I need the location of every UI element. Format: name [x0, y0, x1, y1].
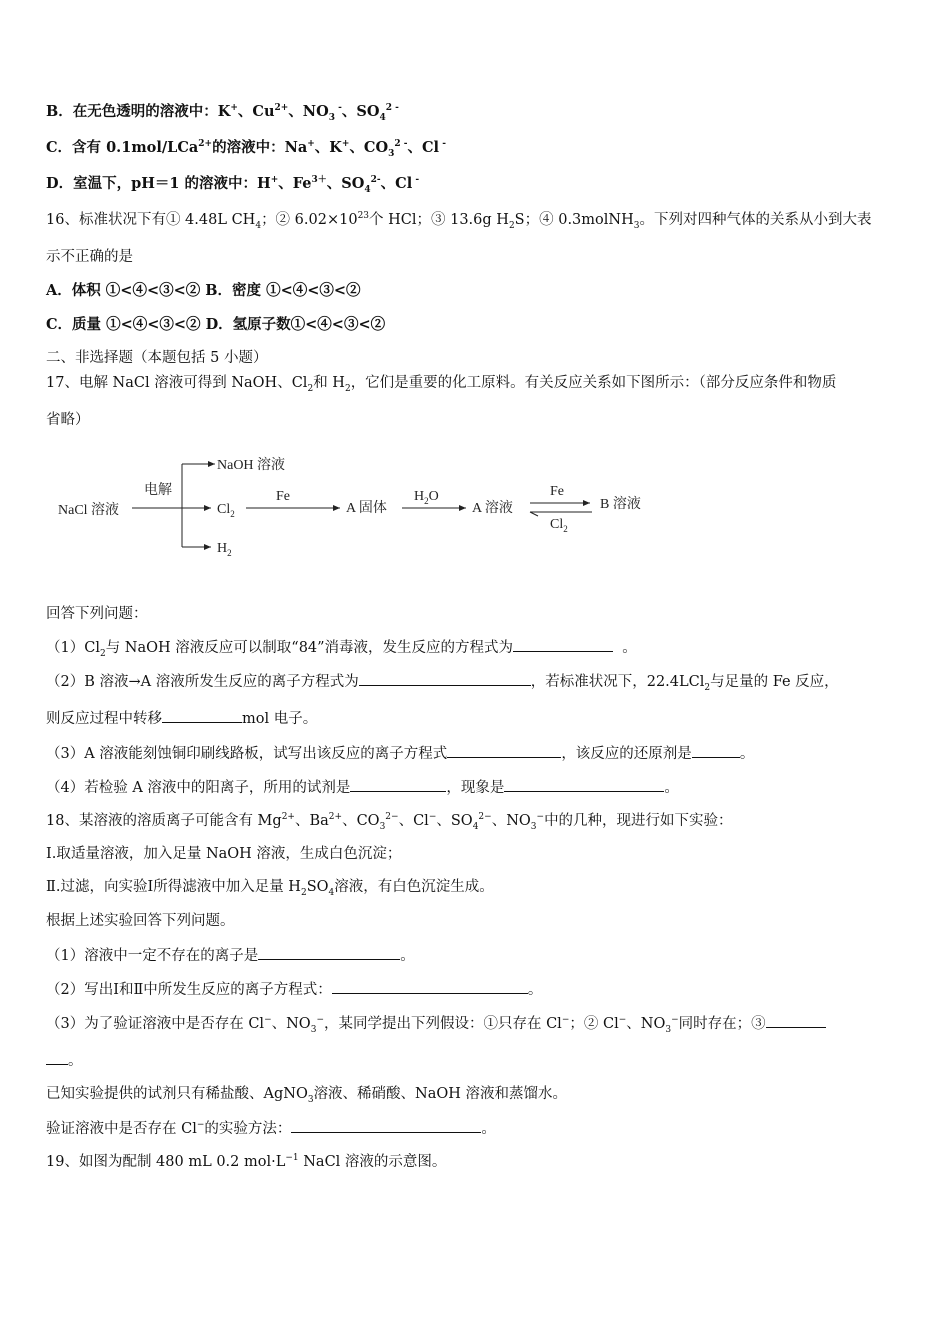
text: ，它们是重要的化工原料。有关反应关系如下图所示：（部分反应条件和物质 [350, 375, 837, 391]
text: （3）A 溶液能刻蚀铜印刷线路板，试写出该反应的离子方程式 [46, 746, 448, 762]
sup: 2+ [198, 139, 213, 150]
answer-blank[interactable] [504, 777, 664, 792]
text: 、SO [341, 103, 380, 120]
text: 、NO [626, 1016, 666, 1032]
sup: + [230, 103, 238, 114]
text: 、Cl [380, 175, 413, 192]
arrow-to-a-head [530, 512, 538, 516]
text: 验证溶液中是否存在 Cl [46, 1121, 197, 1137]
answer-blank[interactable] [692, 743, 740, 758]
sup: − [618, 1015, 627, 1026]
text: 的实验方法： [204, 1121, 292, 1137]
text: 个 HCl；③ 13.6g H [369, 212, 509, 228]
text: 、CO [349, 139, 389, 156]
answer-blank[interactable] [447, 743, 561, 758]
q17-part3 [46, 743, 754, 764]
option-d [46, 174, 419, 194]
text: 、Fe [278, 175, 312, 192]
q18-part3-cont [46, 1050, 83, 1071]
text: （3）为了验证溶液中是否存在 Cl [46, 1016, 265, 1032]
text: D．室温下，pH＝1 的溶液中：H [46, 175, 271, 192]
text: 和 H [313, 375, 345, 391]
q18-part1 [46, 945, 415, 966]
text: （1）溶液中一定不存在的离子是 [46, 948, 259, 964]
h2o-label: $H_2O$ [414, 489, 439, 506]
electrolysis-label: 电解 [144, 483, 172, 498]
sup: 23 [357, 211, 370, 222]
sub: 3 [328, 112, 335, 123]
text: （2）B 溶液→A 溶液所发生反应的离子方程式为 [46, 674, 359, 690]
text: ；② 6.02×10 [261, 212, 358, 228]
sup: − [196, 1120, 205, 1131]
sup: −1 [285, 1153, 299, 1164]
nacl-label: NaCl 溶液 [58, 503, 120, 518]
text: 。 [481, 1121, 496, 1137]
sub: 2 [99, 648, 106, 659]
experiment-1: Ⅰ.取适量溶液，加入足量 NaOH 溶液，生成白色沉淀； [46, 846, 402, 862]
sup: − [428, 812, 437, 823]
text: 、K [314, 139, 342, 156]
q17-part2-cont [46, 708, 317, 729]
experiment-2 [46, 877, 494, 897]
b-solution-label: B 溶液 [600, 497, 641, 512]
text: 同时存在；③ [678, 1016, 766, 1032]
text: ，若标准状况下，22.4LCl [530, 674, 705, 690]
q18-part2 [46, 979, 542, 1000]
text: 溶液、稀硝酸、NaOH 溶液和蒸馏水。 [313, 1086, 568, 1102]
answer-heading: 回答下列问题： [46, 606, 148, 622]
text: NaCl 溶液的示意图。 [298, 1154, 447, 1170]
sub: 2 [344, 383, 351, 394]
sub: 2 [300, 887, 307, 898]
text: 18、某溶液的溶质离子可能含有 Mg [46, 813, 282, 829]
text: 、SO [436, 813, 473, 829]
q16-options-ab: A．体积 ①<④<③<② B．密度 ①<④<③<② [46, 282, 361, 299]
q16-stem-cont: 示不正确的是 [46, 249, 133, 265]
text: 溶液，有白色沉淀生成。 [334, 879, 494, 895]
text: ，某同学提出下列假设：①只存在 Cl [323, 1016, 562, 1032]
text: mol 电子。 [242, 711, 318, 727]
sup: 2+ [328, 812, 343, 823]
answer-blank[interactable] [513, 637, 613, 652]
text: 则反应过程中转移 [46, 711, 162, 727]
sub: 4 [328, 887, 335, 898]
sup: - [334, 103, 342, 114]
sub: 4 [364, 184, 371, 195]
text: 的溶液中：Na [212, 139, 308, 156]
sup: 2- [370, 175, 381, 186]
sub: 3 [307, 1094, 314, 1105]
text: 与足量的 Fe 反应， [710, 674, 839, 690]
text: 、SO [326, 175, 365, 192]
sup: 2+ [274, 103, 289, 114]
a-solid-label: A 固体 [346, 501, 387, 516]
text: 。 [400, 948, 415, 964]
q16-options-cd: C．质量 ①<④<③<② D．氢原子数①<④<③<② [46, 316, 386, 333]
q16-stem [46, 210, 871, 230]
text: 与 NaOH 溶液反应可以制取“84”消毒液，发生反应的方程式为 [105, 640, 514, 656]
sub: 3 [379, 821, 386, 832]
text: ，该反应的还原剂是 [561, 746, 692, 762]
text: （4）若检验 A 溶液中的阳离子，所用的试剂是 [46, 780, 351, 796]
reagents-note [46, 1084, 567, 1104]
sub: 4 [472, 821, 479, 832]
text: ；② Cl [569, 1016, 619, 1032]
text: 19、如图为配制 480 mL 0.2 mol·L [46, 1154, 286, 1170]
text: 、NO [288, 103, 329, 120]
text: 。 [527, 982, 543, 998]
answer-blank[interactable] [766, 1013, 826, 1028]
sub: 3 [388, 148, 395, 159]
text: （2）写出Ⅰ和Ⅱ中所发生反应的离子方程式： [46, 982, 332, 998]
fe-label: Fe [276, 489, 290, 504]
text: 、NO [491, 813, 531, 829]
sub: 2 [704, 682, 711, 693]
fe2-label: Fe [550, 484, 564, 499]
sup: 2− [385, 812, 399, 823]
sup: − [671, 1015, 679, 1026]
text: （1）Cl [46, 640, 100, 656]
text: 已知实验提供的试剂只有稀盐酸、AgNO [46, 1086, 308, 1102]
sub: 2 [307, 383, 314, 394]
sup: + [307, 139, 315, 150]
answer-blank[interactable] [332, 979, 528, 994]
text: Ⅱ.过滤，向实验Ⅰ所得滤液中加入足量 H [46, 879, 301, 895]
sub: 4 [255, 220, 262, 231]
text: 。 [68, 1053, 83, 1069]
reaction-diagram [50, 448, 670, 563]
q19-stem [46, 1152, 446, 1172]
text: 、NO [271, 1016, 311, 1032]
sup: 3＋ [311, 175, 327, 186]
sup: 2 - [394, 139, 408, 150]
verify-method [46, 1118, 496, 1139]
text: ，现象是 [446, 780, 505, 796]
sub: 3 [665, 1024, 672, 1035]
text: 、Ba [294, 813, 329, 829]
q18-prompt: 根据上述实验回答下列问题。 [46, 913, 235, 929]
answer-blank[interactable] [46, 1050, 68, 1065]
sup: - [412, 175, 420, 186]
sup: 2+ [281, 812, 295, 823]
text: C．含有 0.1mol/LCa [46, 139, 199, 156]
sub: 3 [310, 1024, 317, 1035]
q17-stem [46, 373, 836, 393]
cl2b-label: $Cl_2$ [550, 517, 568, 534]
text: 。 [622, 640, 637, 656]
text: 中的几种，现进行如下实验： [544, 813, 733, 829]
text: 、Cl [398, 813, 429, 829]
sup: − [536, 812, 545, 823]
answer-blank[interactable] [162, 708, 242, 723]
sup: − [316, 1015, 324, 1026]
text: S；④ 0.3molNH [514, 212, 634, 228]
text: SO [306, 879, 329, 895]
option-b [46, 102, 399, 122]
sup: − [561, 1015, 570, 1026]
sub: 2 [508, 220, 515, 231]
sup: 2 - [385, 103, 399, 114]
text: 、Cl [407, 139, 440, 156]
cl2-label: $Cl_2$ [217, 502, 235, 519]
text: 、CO [342, 813, 380, 829]
sup: - [439, 139, 446, 150]
section-heading: 二、非选择题（本题包括 5 小题） [46, 350, 268, 366]
naoh-label: NaOH 溶液 [217, 458, 286, 473]
answer-blank[interactable] [359, 671, 531, 686]
text: 、Cu [237, 103, 275, 120]
sub: 4 [379, 112, 386, 123]
sup: + [270, 175, 279, 186]
q17-stem-cont: 省略） [46, 412, 90, 428]
q17-part4 [46, 777, 679, 798]
text: 。下列对四种气体的关系从小到大表 [639, 212, 872, 228]
sup: + [341, 139, 350, 150]
q18-stem [46, 811, 733, 831]
text: B．在无色透明的溶液中：K [46, 103, 231, 120]
sup: − [264, 1015, 272, 1026]
text: 17、电解 NaCl 溶液可得到 NaOH、Cl [46, 375, 308, 391]
answer-blank[interactable] [258, 945, 400, 960]
answer-blank[interactable] [350, 777, 446, 792]
text: 16、标准状况下有① 4.48L CH [46, 212, 256, 228]
q17-part1 [46, 637, 637, 658]
sup: 2− [478, 812, 492, 823]
option-c [46, 138, 446, 158]
sub: 3 [530, 821, 537, 832]
answer-blank[interactable] [291, 1118, 481, 1133]
sub: 3 [633, 220, 640, 231]
a-solution-label: A 溶液 [472, 501, 513, 516]
q17-part2 [46, 671, 839, 692]
h2-label: $H_2$ [217, 541, 232, 558]
text: 。 [739, 746, 755, 762]
text: 。 [664, 780, 679, 796]
q18-part3 [46, 1013, 826, 1034]
